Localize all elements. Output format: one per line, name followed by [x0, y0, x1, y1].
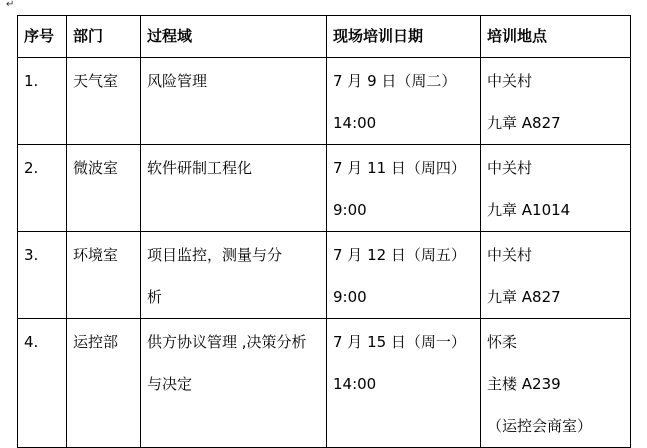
table-row: [18, 232, 631, 319]
header-dept: 部门: [67, 16, 141, 58]
cell-dept: 微波室: [67, 145, 141, 232]
cell-no: 4.: [18, 319, 67, 448]
cell-process: 软件研制工程化: [141, 145, 327, 232]
cell-date: 7 月 12 日（周五） 9:00: [327, 232, 481, 319]
cell-date: 7 月 11 日（周四） 9:00: [327, 145, 481, 232]
header-row: [18, 16, 631, 58]
cell-location: 中关村 九章 A827: [481, 232, 631, 319]
cell-no: 1.: [18, 58, 67, 145]
header-no: 序号: [18, 16, 67, 58]
cell-location: 中关村 九章 A827: [481, 58, 631, 145]
cell-no: 2.: [18, 145, 67, 232]
cell-no: 3.: [18, 232, 67, 319]
cell-dept: 天气室: [67, 58, 141, 145]
training-schedule-table: [17, 15, 631, 448]
cell-process: 风险管理: [141, 58, 327, 145]
cell-process: 供方协议管理 ,决策分析 与决定: [141, 319, 327, 448]
cell-dept: 环境室: [67, 232, 141, 319]
cell-date: 7 月 9 日（周二） 14:00: [327, 58, 481, 145]
cell-location: 中关村 九章 A1014: [481, 145, 631, 232]
header-process: 过程域: [141, 16, 327, 58]
table-row: [18, 145, 631, 232]
cell-process: 项目监控，测量与分 析: [141, 232, 327, 319]
cell-location: 怀柔 主楼 A239 （运控会商室）: [481, 319, 631, 448]
paragraph-mark: ↵: [6, 0, 15, 10]
header-date: 现场培训日期: [327, 16, 481, 58]
table-row: [18, 58, 631, 145]
header-location: 培训地点: [481, 16, 631, 58]
cell-dept: 运控部: [67, 319, 141, 448]
table-row: [18, 319, 631, 448]
cell-date: 7 月 15 日（周一） 14:00: [327, 319, 481, 448]
